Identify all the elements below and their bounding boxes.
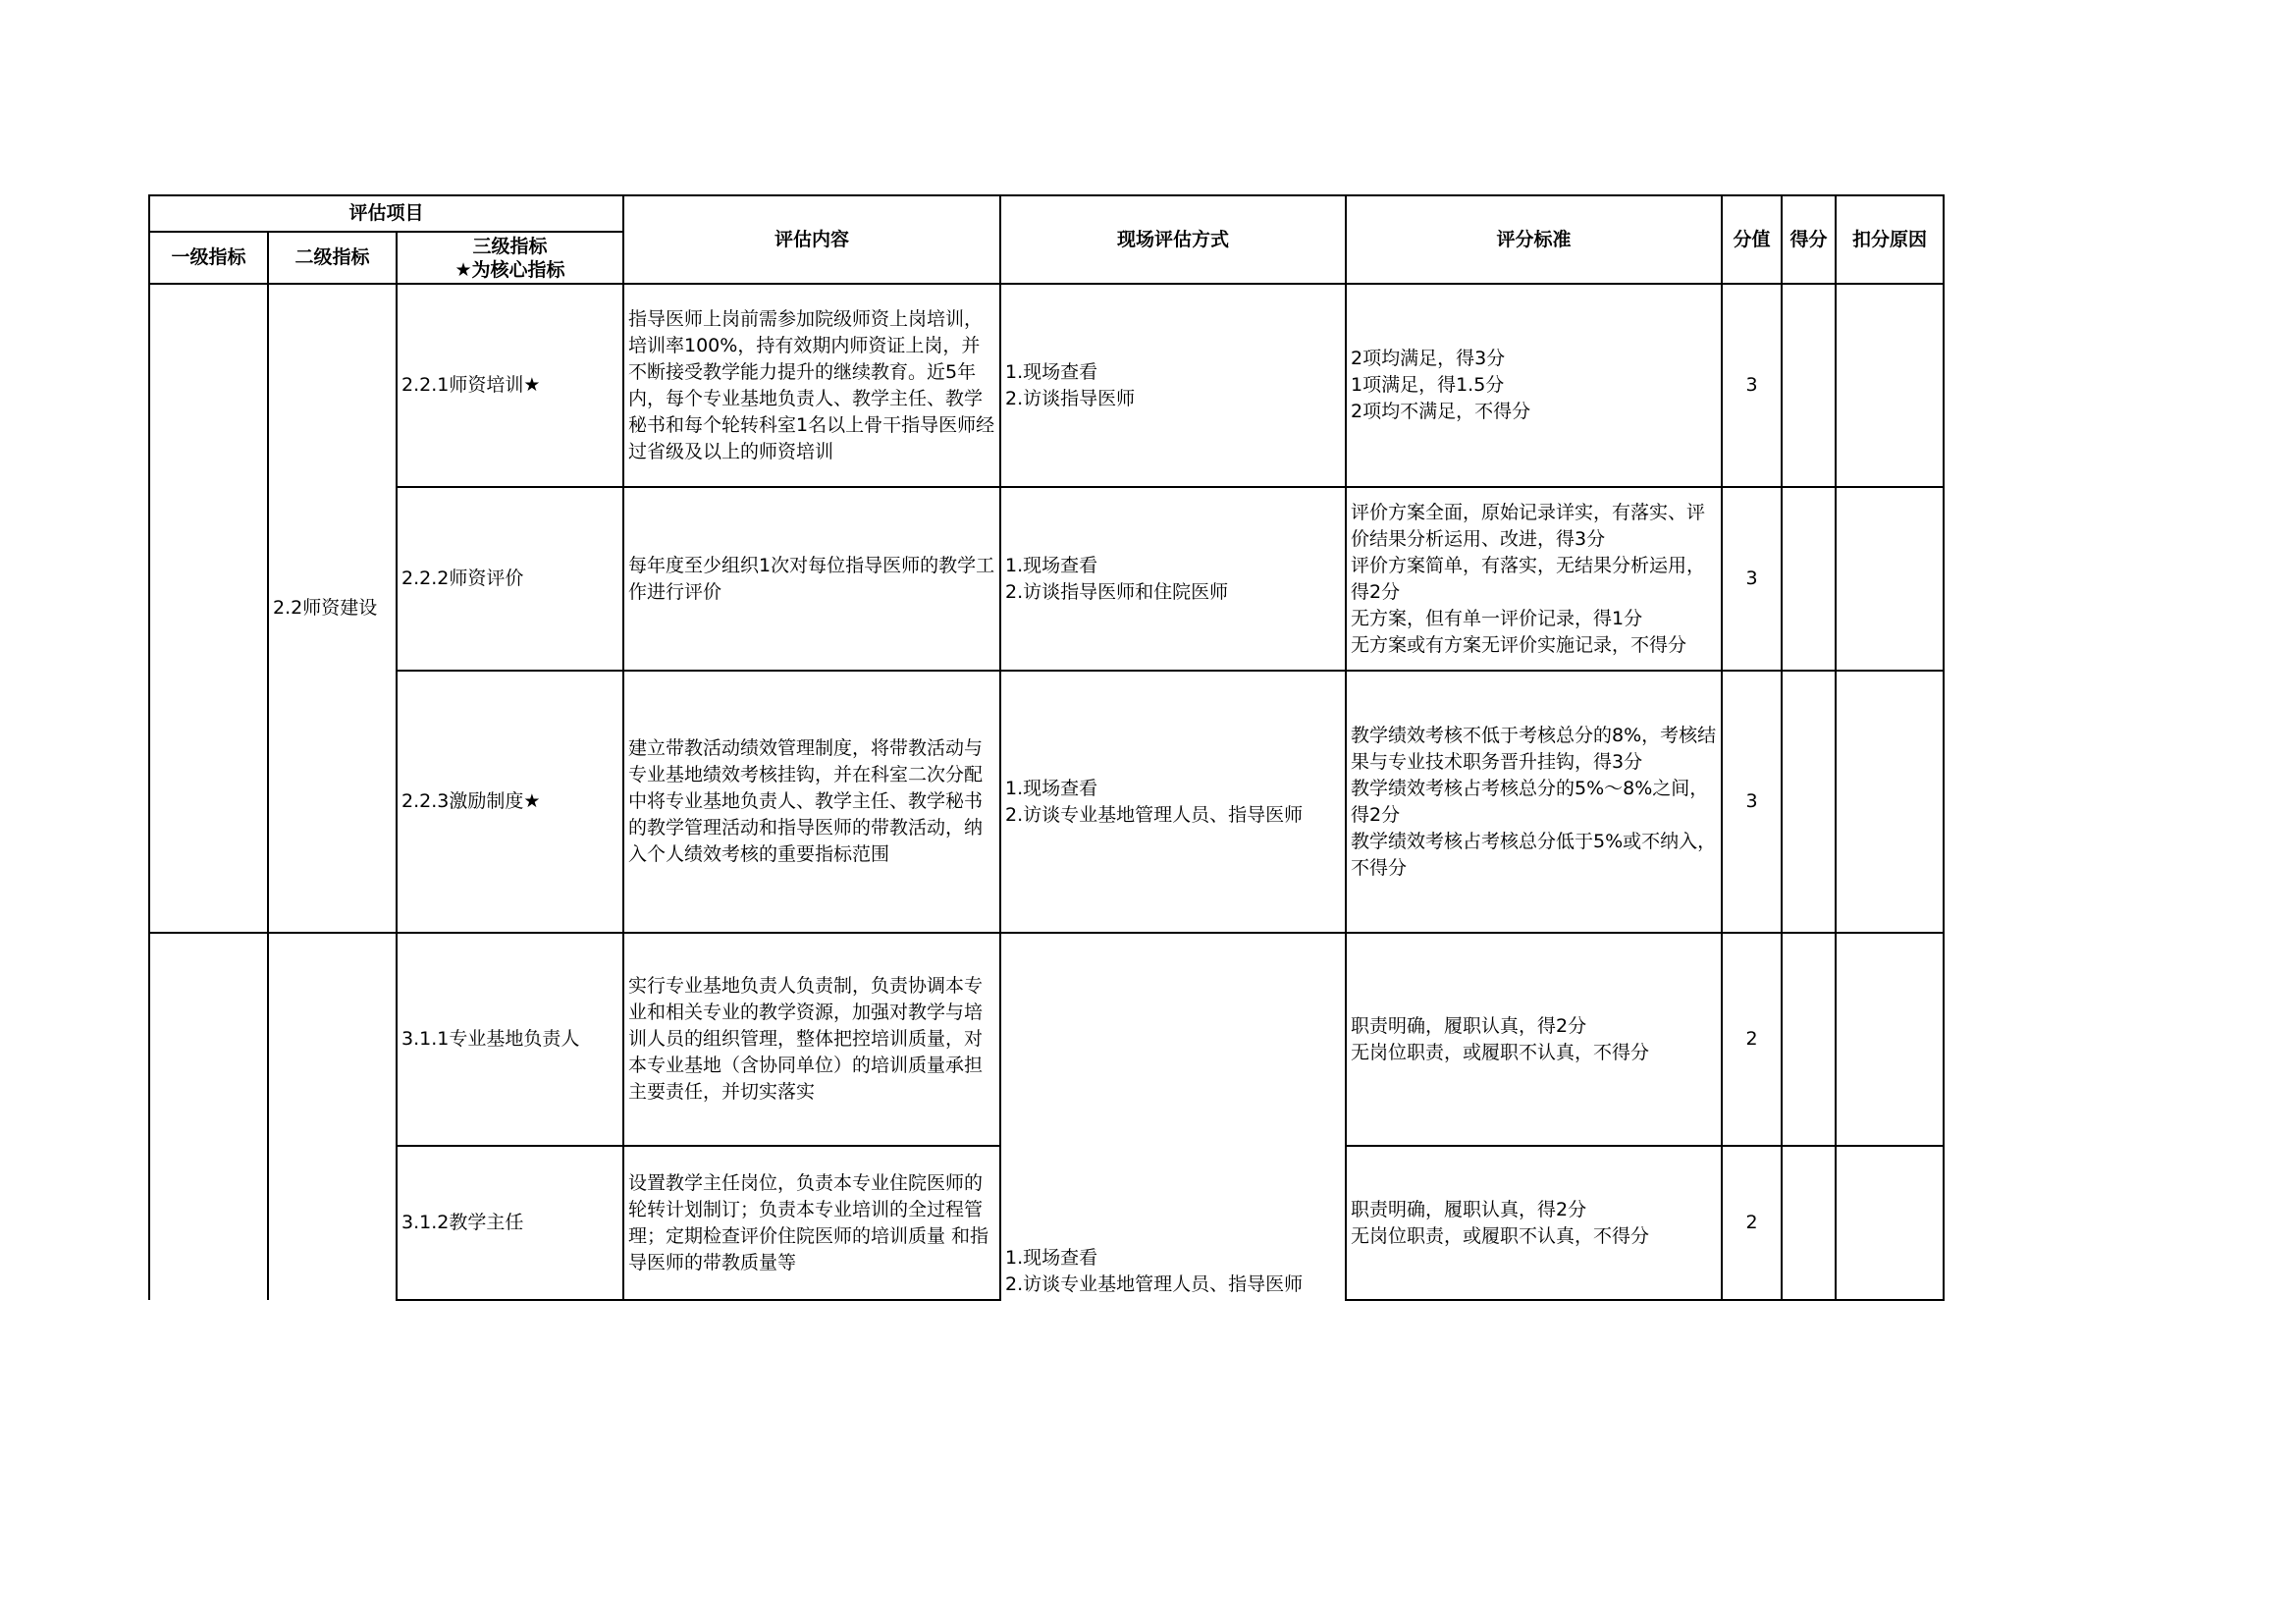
content-cell: 指导医师上岗前需参加院级师资上岗培训，培训率100%，持有效期内师资证上岗，并不断接受教学能力提升的继续教育。近5年内，每个专业基地负责人、教学主任、教学秘书和每个轮转科室1名以上骨干指导医师经过省级及以上的师资培训 [623,284,1000,487]
criteria-cell: 职责明确，履职认真，得2分 无岗位职责，或履职不认真，不得分 [1346,1146,1722,1300]
method-cell: 1.现场查看 2.访谈指导医师 [1000,284,1346,487]
header-content: 评估内容 [623,195,1000,284]
got-cell[interactable] [1782,671,1836,933]
content-cell: 建立带教活动绩效管理制度，将带教活动与专业基地绩效考核挂钩，并在科室二次分配中将专业基地负责人、教学主任、教学秘书的教学管理活动和指导医师的带教活动，纳入个人绩效考核的重要指标范围 [623,671,1000,933]
criteria-cell: 职责明确，履职认真，得2分 无岗位职责，或履职不认真，不得分 [1346,933,1722,1146]
content-cell: 每年度至少组织1次对每位指导医师的教学工作进行评价 [623,487,1000,671]
method-cell: 1.现场查看 2.访谈专业基地管理人员、指导医师 [1000,933,1346,1300]
evaluation-table [148,194,1945,1301]
reason-cell[interactable] [1836,933,1944,1146]
header-got: 得分 [1782,195,1836,284]
got-cell[interactable] [1782,284,1836,487]
table-row [149,284,1944,487]
level3-cell: 2.2.3激励制度★ [397,671,623,933]
level3-cell: 3.1.1专业基地负责人 [397,933,623,1146]
level2-cell: 2.2师资建设 [268,284,397,933]
score-cell: 3 [1722,487,1782,671]
method-cell: 1.现场查看 2.访谈专业基地管理人员、指导医师 [1000,671,1346,933]
reason-cell[interactable] [1836,284,1944,487]
table-row [149,671,1944,933]
score-cell: 3 [1722,671,1782,933]
score-cell: 2 [1722,933,1782,1146]
header-level3: 三级指标 ★为核心指标 [397,232,623,284]
header-reason: 扣分原因 [1836,195,1944,284]
score-cell: 2 [1722,1146,1782,1300]
criteria-cell: 教学绩效考核不低于考核总分的8%，考核结果与专业技术职务晋升挂钩，得3分 教学绩效考核占考核总分的5%～8%之间，得2分 教学绩效考核占考核总分低于5%或不纳入，不得分 [1346,671,1722,933]
table-row [149,933,1944,1146]
header-criteria: 评分标准 [1346,195,1722,284]
level1-cell [149,284,268,933]
criteria-cell: 2项均满足，得3分 1项满足，得1.5分 2项均不满足，不得分 [1346,284,1722,487]
header-level1: 一级指标 [149,232,268,284]
content-cell: 设置教学主任岗位，负责本专业住院医师的轮转计划制订；负责本专业培训的全过程管理；定期检查评价住院医师的培训质量 和指导医师的带教质量等 [623,1146,1000,1300]
reason-cell[interactable] [1836,671,1944,933]
reason-cell[interactable] [1836,1146,1944,1300]
level1-cell [149,933,268,1300]
criteria-cell: 评价方案全面，原始记录详实，有落实、评价结果分析运用、改进，得3分 评价方案简单，有落实，无结果分析运用，得2分 无方案，但有单一评价记录，得1分 无方案或有方案无评价实施记录，不得分 [1346,487,1722,671]
reason-cell[interactable] [1836,487,1944,671]
header-score: 分值 [1722,195,1782,284]
header-method: 现场评估方式 [1000,195,1346,284]
level3-cell: 2.2.2师资评价 [397,487,623,671]
content-cell: 实行专业基地负责人负责制，负责协调本专业和相关专业的教学资源，加强对教学与培训人员的组织管理，整体把控培训质量，对本专业基地（含协同单位）的培训质量承担主要责任，并切实落实 [623,933,1000,1146]
got-cell[interactable] [1782,1146,1836,1300]
score-cell: 3 [1722,284,1782,487]
level3-cell: 2.2.1师资培训★ [397,284,623,487]
got-cell[interactable] [1782,487,1836,671]
level3-cell: 3.1.2教学主任 [397,1146,623,1300]
method-cell: 1.现场查看 2.访谈指导医师和住院医师 [1000,487,1346,671]
header-level2: 二级指标 [268,232,397,284]
got-cell[interactable] [1782,933,1836,1146]
level2-cell [268,933,397,1300]
header-group: 评估项目 [149,195,623,232]
table-row [149,487,1944,671]
